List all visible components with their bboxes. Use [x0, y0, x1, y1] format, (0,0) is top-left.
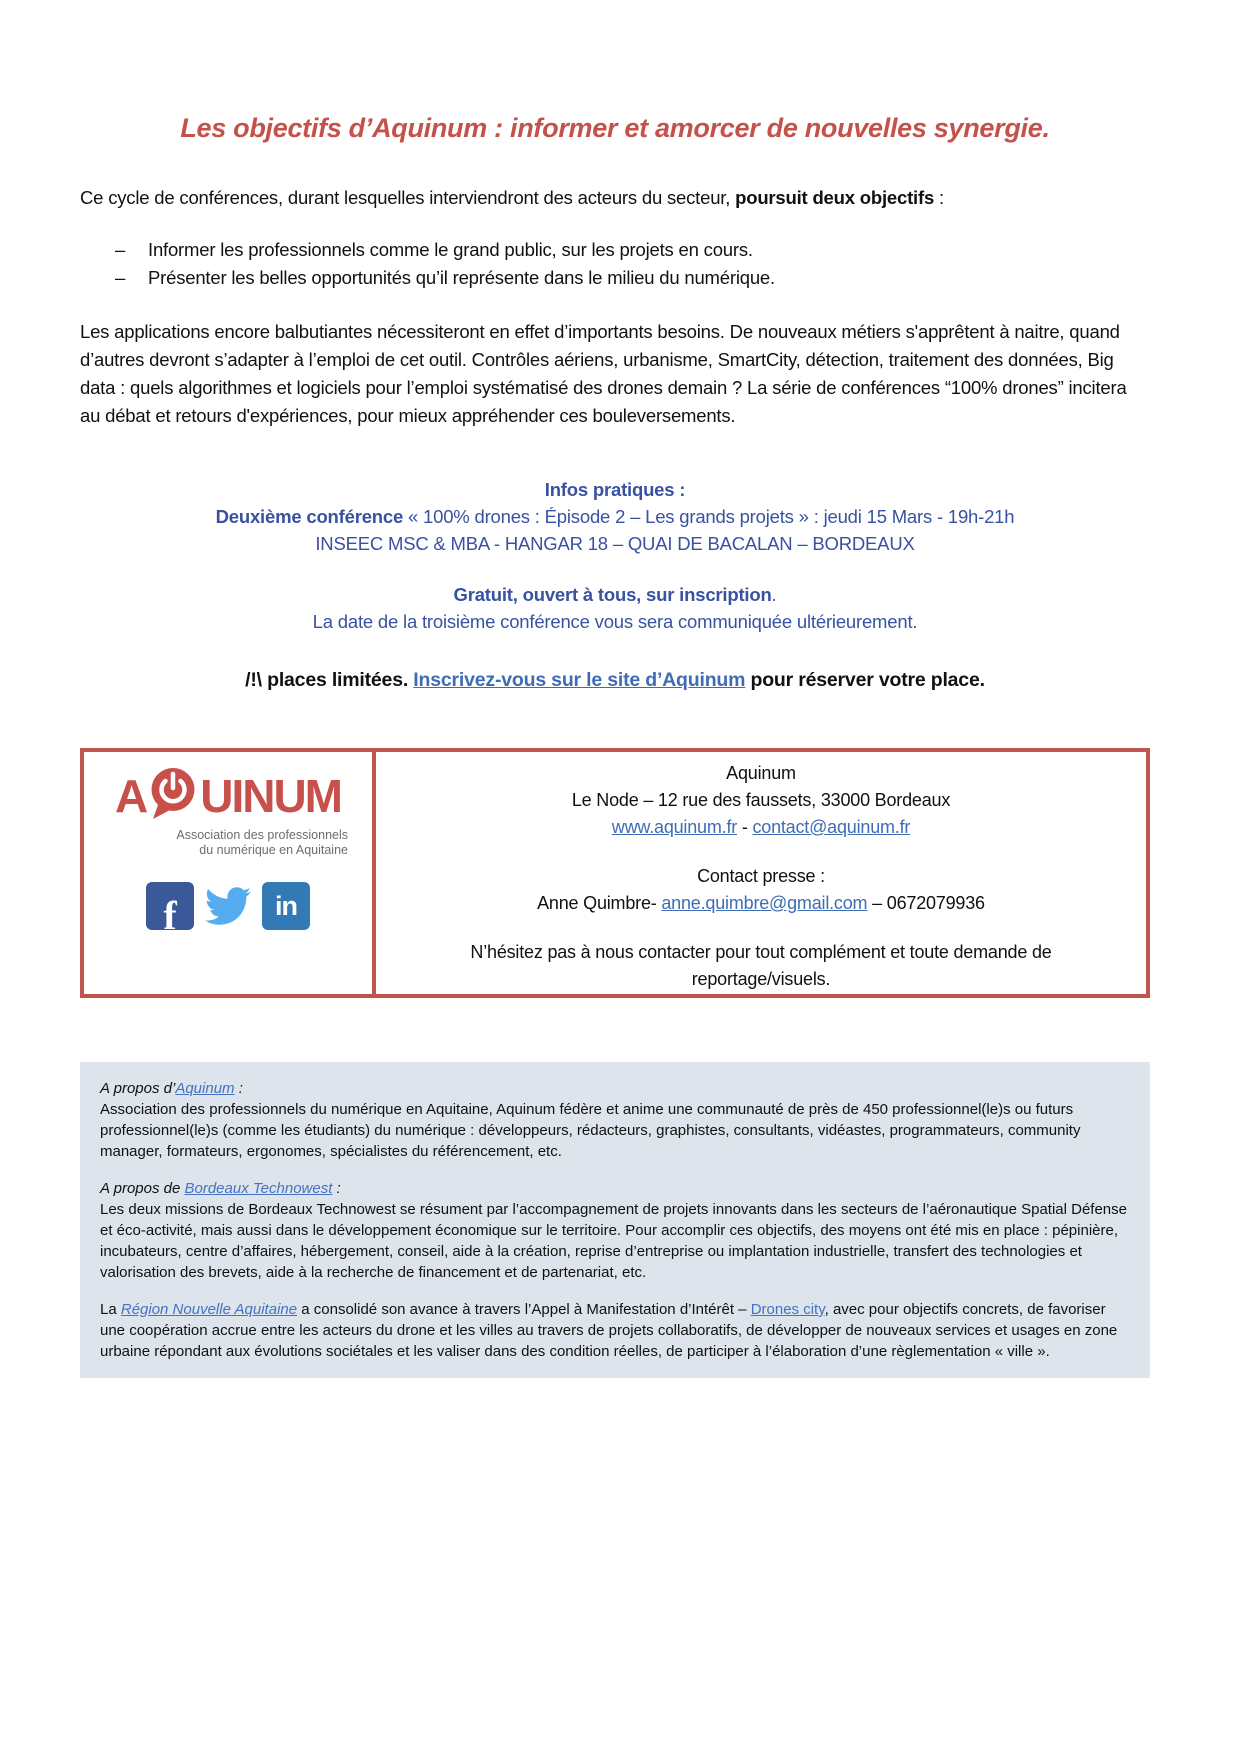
website-link[interactable]: www.aquinum.fr: [611, 817, 738, 837]
intro-text: Ce cycle de conférences, durant lesquelles interviendront des acteurs du secteur,: [80, 187, 736, 208]
press-phone: – 0672079936: [867, 893, 985, 913]
about-aquinum-heading: [100, 1078, 1130, 1099]
list-item: [80, 236, 1150, 264]
about-technowest-heading: [100, 1178, 1130, 1199]
about-technowest-body: Les deux missions de Bordeaux Technowest se résument par l’accompagnement de projets innovants dans les secteurs de l’aéronautique Spatial Défense et éco-activité, mais aussi dans le développement économique sur le territoire. Pour accomplir ces objectifs, des moyens ont été mis en place : pépinière, incubateurs, centre d’affaires, hébergement, conseil, aide à la création, reprise d’entreprise ou implantation industrielle, transfert des technologies et valorisation des brevets, aide à la recherche de financement et de partenariat, etc.: [100, 1201, 1127, 1281]
about-aquinum-suffix: :: [234, 1080, 243, 1097]
list-item: [80, 264, 1150, 292]
infos-heading-text: Infos pratiques :: [544, 479, 686, 500]
logo-letter-a: A: [115, 770, 147, 822]
bullet-dash: –: [115, 239, 126, 260]
reservation-prefix: /!\ places limitées.: [245, 669, 414, 691]
links-separator: -: [737, 817, 753, 837]
signup-link[interactable]: Inscrivez-vous sur le site d’Aquinum: [413, 669, 746, 691]
logo-subtitle-line1: Association des professionnels: [176, 828, 348, 842]
page-title: Les objectifs d’Aquinum : informer et amorcer de nouvelles synergie.: [180, 113, 1050, 143]
free-entry-tail: .: [771, 584, 777, 605]
email-link[interactable]: contact@aquinum.fr: [752, 817, 911, 837]
org-name: Aquinum: [726, 763, 796, 783]
list-item-text: Présenter les belles opportunités qu’il représente dans le milieu du numérique.: [148, 267, 775, 288]
reservation-line: [80, 669, 1150, 692]
list-item-text: Informer les professionnels comme le grand public, sur les projets en cours.: [148, 239, 753, 260]
linkedin-icon[interactable]: [262, 882, 310, 930]
venue-line: INSEEC MSC & MBA - HANGAR 18 – QUAI DE BACALAN – BORDEAUX: [315, 533, 915, 554]
linkedin-glyph: in: [275, 890, 297, 921]
facebook-glyph: f: [163, 893, 177, 930]
document-content: [80, 112, 1150, 1378]
press-email-link[interactable]: anne.quimbre@gmail.com: [661, 893, 868, 913]
infos-section: [80, 476, 1150, 635]
region-suffix: , avec pour objectifs concrets, de favoriser une coopération accrue entre les acteurs du drone et les villes au travers de projets collaboratifs, de développer de nouveaux services et usages en zone urbaine répondant aux évolutions sociétales et les valiser dans des condition réelles, de participer à l’élaboration d’une règlementation « ville ».: [100, 1301, 1118, 1360]
about-aquinum-prefix: A propos d’: [100, 1080, 176, 1097]
about-aquinum-body: Association des professionnels du numérique en Aquitaine, Aquinum fédère et anime une communauté de près de 450 professionnel(le)s ou futurs professionnel(le)s (comme les étudiants) du numérique : développeurs, rédacteurs, graphistes, consultants, vidéastes, programmateurs, community manager, formateurs, ergonomes, spécialistes du référencement, etc.: [100, 1101, 1081, 1160]
press-note: N’hésitez pas à nous contacter pour tout complément et toute demande de reportage/visuels.: [470, 942, 1052, 989]
region-link[interactable]: Région Nouvelle Aquitaine: [120, 1301, 298, 1318]
third-conference-line: La date de la troisième conférence vous sera communiquée ultérieurement.: [312, 611, 918, 632]
contact-card: [80, 748, 1150, 998]
free-entry-line: [80, 581, 1150, 608]
logo-letters-uinum: UINUM: [200, 770, 341, 822]
region-middle: a consolidé son avance à travers l’Appel à Manifestation d’Intérêt –: [297, 1301, 751, 1318]
technowest-link[interactable]: Bordeaux Technowest: [184, 1180, 333, 1197]
aquinum-logo: [84, 766, 372, 826]
org-links: [376, 814, 1146, 841]
about-section: [80, 1062, 1150, 1378]
body-paragraph: Les applications encore balbutiantes nécessiteront en effet d’importants besoins. De nouveaux métiers s'apprêtent à naitre, quand d’autres devront s’adapter à l’emploi de cet outil. Contrôles aériens, urbanisme, SmartCity, détection, traitement des données, Big data : quels algorithmes et logiciels pour l’emploi systématisé des drones demain ? La série de conférences “100% drones” incitera au débat et retours d'expériences, pour mieux appréhender ces bouleversements.: [80, 321, 1127, 426]
conference-label: Deuxième conférence: [215, 506, 404, 527]
spacer: [376, 841, 1146, 863]
facebook-icon[interactable]: [146, 882, 194, 930]
objectives-list: [80, 236, 1150, 292]
bullet-dash: –: [115, 267, 126, 288]
logo-subtitle-line2: du numérique en Aquitaine: [199, 843, 348, 857]
press-heading: Contact presse :: [697, 866, 825, 886]
press-name: Anne Quimbre-: [537, 893, 662, 913]
spacer: [80, 557, 1150, 581]
about-technowest-suffix: :: [332, 1180, 341, 1197]
spacer: [100, 1283, 1130, 1299]
org-address: Le Node – 12 rue des faussets, 33000 Bordeaux: [571, 790, 951, 810]
contact-cell: [376, 752, 1146, 994]
intro-tail: :: [934, 187, 944, 208]
intro-bold-text: poursuit deux objectifs: [735, 187, 935, 208]
logo-cell: [84, 752, 376, 994]
conference-line: [80, 503, 1150, 530]
press-line: [376, 890, 1146, 917]
power-bubble-icon: [148, 766, 198, 826]
about-region-paragraph: [100, 1299, 1130, 1362]
reservation-suffix: pour réserver votre place.: [745, 669, 985, 691]
aquinum-link[interactable]: Aquinum: [175, 1080, 235, 1097]
drones-city-link[interactable]: Drones city: [750, 1301, 825, 1318]
spacer: [100, 1162, 1130, 1178]
social-icons: [84, 882, 372, 930]
spacer: [376, 917, 1146, 939]
logo-subtitle: [84, 828, 372, 858]
twitter-icon[interactable]: [204, 882, 252, 930]
free-entry-bold: Gratuit, ouvert à tous, sur inscription: [453, 584, 772, 605]
region-prefix: La: [100, 1301, 121, 1318]
intro-paragraph: [80, 184, 1150, 212]
conference-details: « 100% drones : Épisode 2 – Les grands projets » : jeudi 15 Mars - 19h-21h: [403, 506, 1015, 527]
about-technowest-prefix: A propos de: [100, 1180, 185, 1197]
infos-heading: [80, 476, 1150, 503]
